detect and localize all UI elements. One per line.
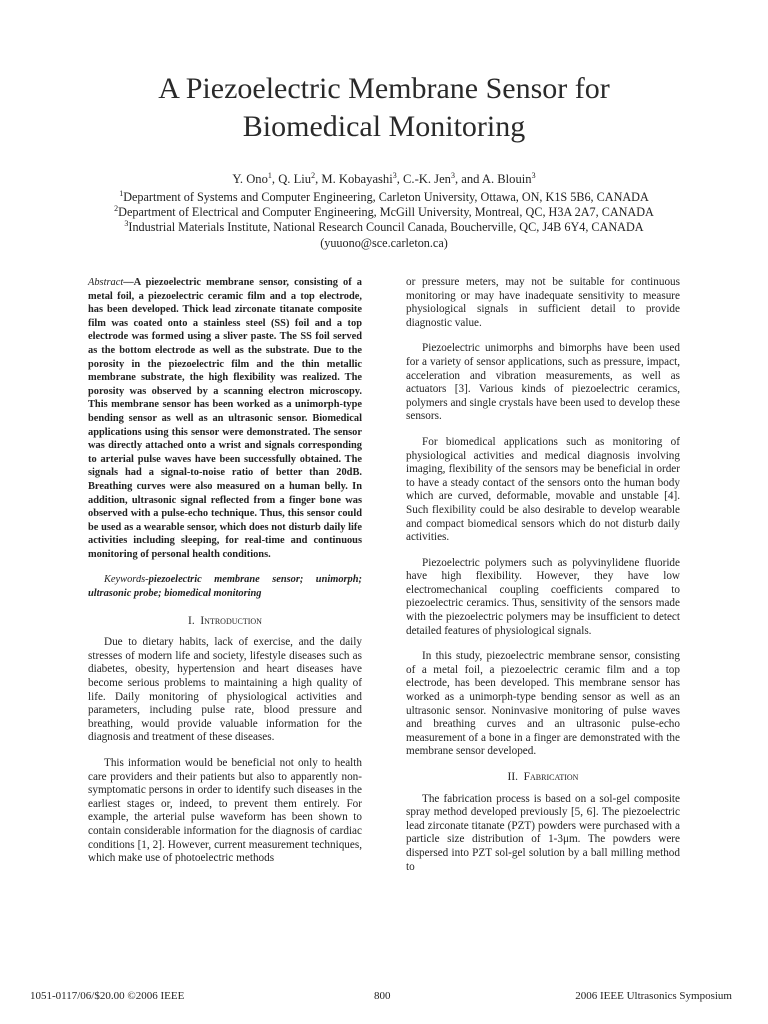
affiliation-1 (40, 190, 728, 205)
author-2: , Q. Liu (271, 172, 312, 186)
abstract-label: Abstract (88, 277, 124, 288)
affiliation-3-sup: 3 (124, 218, 129, 228)
intro-paragraph-6: In this study, piezoelectric membrane sensor, consisting of a metal foil, a piezoelectric ceramic film and a top electrode, has been developed. This membrane sensor has worked as a unimorph-type bending sensor as well as an ultrasonic sensor. Noninvasive monitoring of pulse waves and breathing curves and an ultrasonic pulse-echo measurement of a bone in a finger are demonstrated with the membrane sensor developed. (406, 650, 680, 758)
contact-email[interactable]: (yuuono@sce.carleton.ca) (320, 236, 448, 250)
intro-paragraph-3: Piezoelectric unimorphs and bimorphs have been used for a variety of sensor applications, such as pressure, impact, acceleration and vibration measurements, as well as actuators [3]. Various kinds of piezoelectric ceramics, polymers and single crystals have been used to develop these sensors. (406, 342, 680, 423)
abstract (88, 276, 362, 561)
section-2-title: Fabrication (523, 771, 579, 783)
footer-copyright: 1051-0117/06/$20.00 ©2006 IEEE (30, 990, 185, 1002)
author-2-affil: 2 (311, 170, 316, 180)
section-1-title: Introduction (200, 614, 262, 627)
author-3: , M. Kobayashi (315, 172, 393, 186)
footer-page-number: 800 (374, 990, 391, 1002)
author-5: , and A. Blouin (454, 172, 532, 186)
keywords-label: Keywords- (104, 574, 149, 586)
intro-continuation: or pressure meters, may not be suitable for continuous monitoring or may have inadequate sensitivity to measure physiological signals in sufficient detail to provide diagnostic value. (406, 276, 680, 329)
footer-venue: 2006 IEEE Ultrasonics Symposium (575, 990, 732, 1002)
affiliation-2-text: Department of Electrical and Computer Engineering, McGill University, Montreal, QC, H3A 2A7, CANADA (118, 205, 654, 219)
right-column (406, 276, 680, 886)
title-line-2: Biomedical Monitoring (242, 110, 526, 143)
author-5-affil: 3 (531, 170, 536, 180)
author-4-affil: 3 (450, 170, 455, 180)
left-column (88, 276, 362, 878)
affiliation-1-text: Department of Systems and Computer Engineering, Carleton University, Ottawa, ON, K1S 5B6, CANADA (123, 190, 649, 204)
intro-paragraph-1: Due to dietary habits, lack of exercise, and the daily stresses of modern life and society, lifestyle diseases such as diabetes, obesity, hypertension and heart diseases have become serious problems to maintaining a high quality of life. Daily monitoring of physiological activities and parameters, including pulse rate, blood pressure and breathing, would provide valuable information for the diagnosis and treatment of these diseases. (88, 636, 362, 744)
intro-paragraph-4: For biomedical applications such as monitoring of physiological activities and medical diagnosis involving imaging, flexibility of the sensors may be beneficial in order to have a steady contact of the sensors onto the human body which are curved, deformable, movable and unstable [4]. Such flexibility could be also desirable to develop wearable and compact biomedical sensors which do not disturb daily activities. (406, 435, 680, 544)
title-line-1: A Piezoelectric Membrane Sensor for (158, 72, 610, 105)
affiliation-1-sup: 1 (119, 188, 124, 198)
intro-paragraph-5: Piezoelectric polymers such as polyvinylidene fluoride have high flexibility. However, they have low electromechanical coupling coefficients compared to piezoelectric ceramics. Thus, sensitivity of the sensors made with the piezoelectric polymers may be insufficient to detect detailed features of physiological signals. (406, 556, 680, 637)
intro-paragraph-2: This information would be beneficial not only to health care providers and their patients but also to apparently non-symptomatic persons in order to identify such diseases in the earliest stages or, indeed, to prevent them entirely. For example, the arterial pulse waveform has been shown to contain considerable information for the diagnosis of cardiac conditions [1, 2]. However, current measurement techniques, which make use of photoelectric methods (88, 757, 362, 865)
affiliation-2 (40, 205, 728, 220)
author-4: , C.-K. Jen (396, 172, 451, 186)
section-1-number: I. (188, 614, 195, 627)
fabrication-paragraph: The fabrication process is based on a sol-gel composite spray method developed previously [5, 6]. The piezoelectric lead zirconate titanate (PZT) powders were purchased with a particle size distribution of 1-3μm. The powders were dispersed into PZT sol-gel solution by a ball milling method to (406, 792, 680, 873)
affiliation-3 (40, 220, 728, 235)
paper-title (60, 70, 708, 146)
abstract-text: —A piezoelectric membrane sensor, consisting of a metal foil, a piezoelectric ceramic film and a top electrode, has been developed. Thick lead zirconate titanate composite film was coated onto a stainless steel (SS) foil and a top electrode was formed using a sliver paste. The SS foil served as the bottom electrode as well as the substrate. Due to the porosity in the piezoelectric film and the thin metallic membrane substrate, the high flexibility was realized. The porosity was observed by a scanning electron microscopy. This membrane sensor has been worked as a unimorph-type bending sensor as well as an ultrasonic sensor. Biomedical applications using this sensor were demonstrated. The sensor was directly attached onto a wrist and signals corresponding to arterial pulse waves have been successfully obtained. The signals had a signal-to-noise ratio of better than 20dB. Breathing curves were also measured on a human belly. In addition, ultrasonic signal reflected from a finger bone was observed with a pulse-echo technique. Thus, this sensor could be used as a wearable sensor, which does not disturb daily life activities including sleeping, for real-time and continuous monitoring of personal health conditions. (88, 277, 362, 560)
author-1-affil: 1 (267, 170, 272, 180)
keywords-text: piezoelectric membrane sensor; unimorph; ultrasonic probe; biomedical monitoring (88, 574, 362, 600)
affiliation-3-text: Industrial Materials Institute, National Research Council Canada, Boucherville, QC, J4B 6Y4, CANADA (128, 220, 644, 234)
author-list (60, 172, 708, 187)
section-2-number: II. (507, 771, 518, 783)
author-3-affil: 3 (392, 170, 397, 180)
affiliation-2-sup: 2 (114, 203, 119, 213)
keywords (88, 573, 362, 600)
section-heading-fabrication (406, 771, 680, 785)
section-heading-introduction (88, 615, 362, 629)
author-1: Y. Ono (232, 172, 268, 186)
